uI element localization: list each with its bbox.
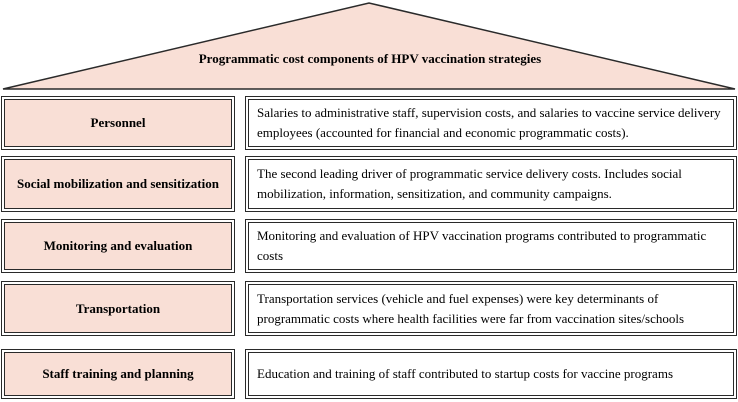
- component-description: Education and training of staff contributed to startup costs for vaccine programs: [248, 352, 734, 396]
- roof-triangle: [0, 0, 738, 92]
- component-label: Transportation: [4, 284, 232, 333]
- component-description: Transportation services (vehicle and fuel expenses) were key determinants of programmatic costs where health facilities were far from vaccination sites/schools: [248, 284, 734, 333]
- diagram-title: Programmatic cost components of HPV vaccination strategies: [198, 51, 542, 66]
- component-label: Social mobilization and sensitization: [4, 159, 232, 209]
- component-description: Salaries to administrative staff, supervision costs, and salaries to vaccine service delivery employees (accounted for financial and economic programmatic costs).: [248, 99, 734, 147]
- component-description: The second leading driver of programmatic service delivery costs. Includes social mobilization, information, sensitization, and community campaigns.: [248, 159, 734, 209]
- component-label: Personnel: [4, 99, 232, 147]
- component-label: Staff training and planning: [4, 352, 232, 396]
- component-label: Monitoring and evaluation: [4, 222, 232, 270]
- component-description: Monitoring and evaluation of HPV vaccination programs contributed to programmatic costs: [248, 222, 734, 270]
